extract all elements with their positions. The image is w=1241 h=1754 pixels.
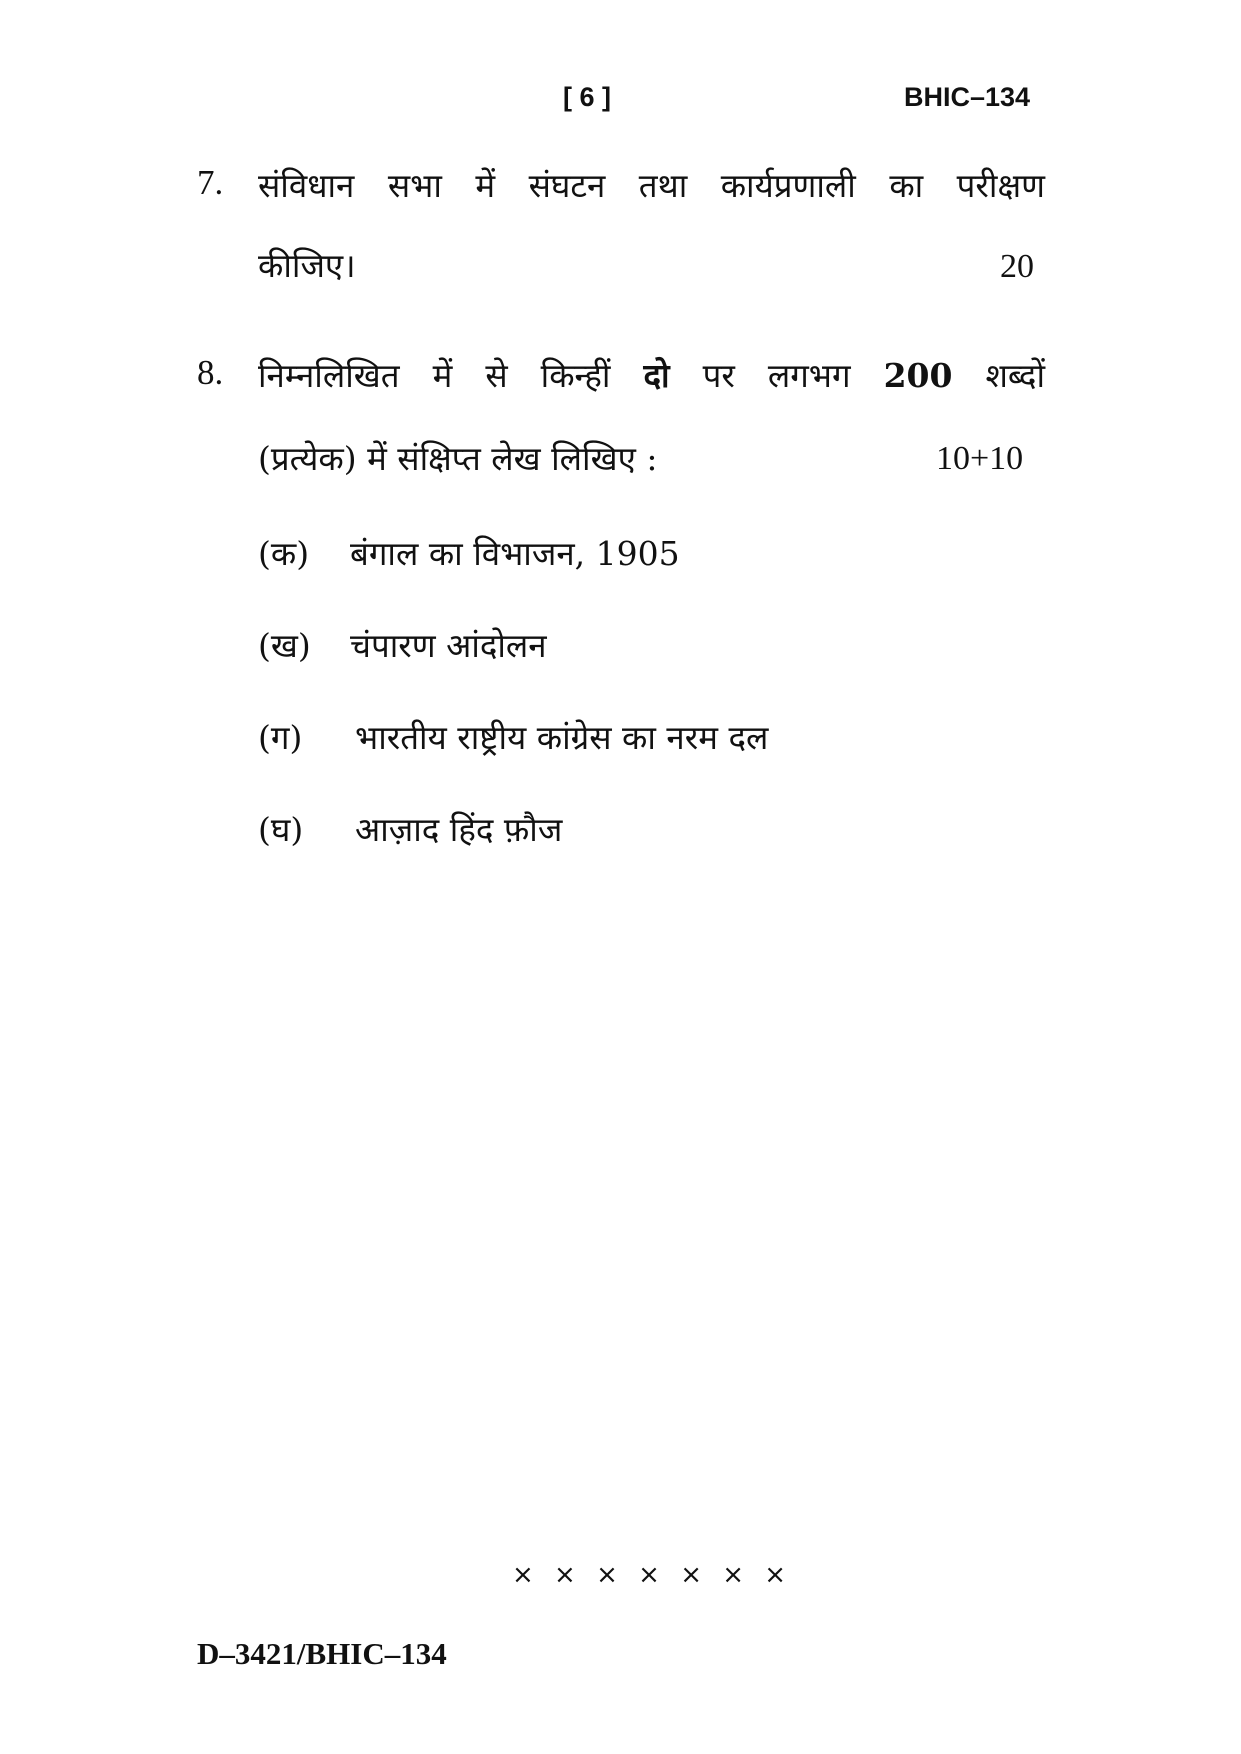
sub-part-text: चंपारण आंदोलन: [350, 626, 547, 665]
sub-part-label: (घ): [258, 810, 304, 849]
sub-part-label: (ख): [258, 626, 311, 665]
paper-code-header: BHIC–134: [904, 82, 1031, 112]
question-text-line-2: (प्रत्येक) में संक्षिप्त लेख लिखिए :: [258, 439, 658, 478]
sub-part-label: (ग): [258, 718, 303, 757]
question-marks: 20: [1000, 248, 1034, 285]
question-text-line-1: संविधान सभा में संघटन तथा कार्यप्रणाली का परीक्षण: [258, 166, 1045, 205]
bold-word-do: दो: [643, 356, 670, 395]
sub-part-text: बंगाल का विभाजन, 1905: [350, 534, 680, 573]
text-segment: शब्दों: [952, 356, 1045, 395]
question-marks: 10+10: [936, 440, 1024, 477]
sub-part-label: (क): [258, 534, 310, 573]
page-number: [ 6 ]: [563, 82, 612, 112]
sub-part-text: आज़ाद हिंद फ़ौज: [355, 810, 563, 849]
footer-paper-code: D–3421/BHIC–134: [197, 1636, 447, 1671]
question-text-line-1: [258, 352, 1045, 397]
sub-part-text: भारतीय राष्ट्रीय कांग्रेस का नरम दल: [355, 718, 769, 757]
question-number: 8.: [197, 353, 224, 392]
text-segment: निम्नलिखित में से किन्हीं: [258, 356, 644, 395]
question-text-line-2: कीजिए।: [258, 246, 356, 285]
question-number: 7.: [197, 163, 224, 202]
bold-word-count: 200: [883, 356, 953, 395]
text-segment: पर लगभग: [669, 356, 884, 395]
end-of-paper-marker: × × × × × × ×: [512, 1560, 793, 1590]
